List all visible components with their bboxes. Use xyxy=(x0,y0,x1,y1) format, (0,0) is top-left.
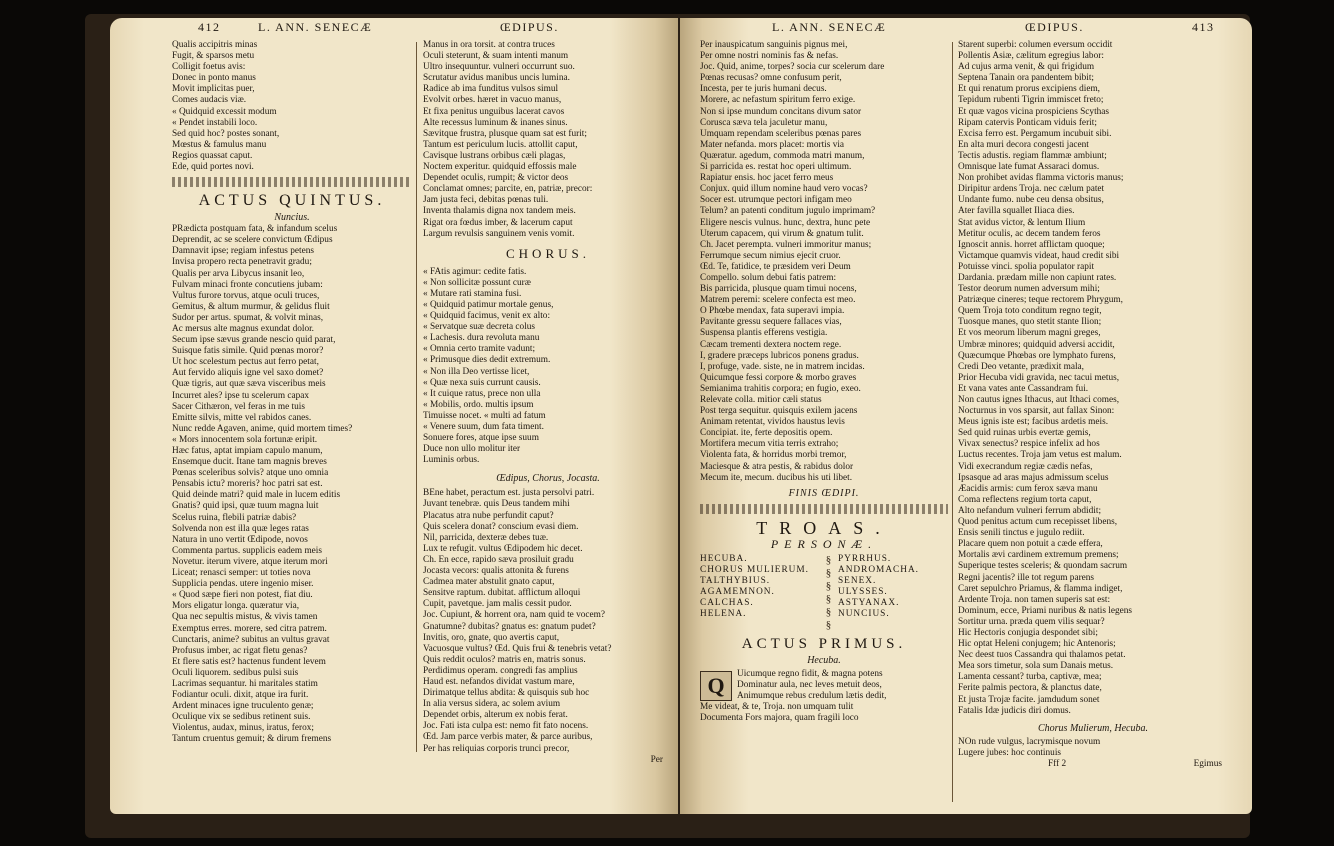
verse-line: Vacuosque vultus? Œd. Quis frui & tenebris vetat? xyxy=(423,643,612,654)
cast-name: PYRRHUS. xyxy=(838,553,892,564)
verse-line: Oculi steterunt, & suam intenti manum xyxy=(423,51,569,62)
verse-line: Dependet orbis, alterum ex nobis ferat. xyxy=(423,710,568,721)
verse-line: Placatus atra nube perfundit caput? xyxy=(423,510,554,521)
verse-line: Per inauspicatum sanguinis pignus mei, xyxy=(700,40,848,50)
verse-line: Exemptus erres. morere, sed citra patrem. xyxy=(172,623,327,634)
verse-line: Diripitur ardens Troja. nec cælum patet xyxy=(958,184,1105,195)
verse-line: Et justa Trojæ facite. jamdudum sonet xyxy=(958,694,1100,705)
verse-line: Meus ignis iste est; facibus ardetis meis. xyxy=(958,417,1109,428)
verse-line: Umquam rependam sceleribus pœnas pares xyxy=(700,128,862,139)
verse-line: Semianima trahitis corpora; en fugio, exeo. xyxy=(700,383,861,394)
verse-line: Œd. Jam parce verbis mater, & parce auribus, xyxy=(423,732,593,743)
verse-line: Ripam catervis Ponticam viduis ferit; xyxy=(958,117,1097,128)
verse-line: Ipsasque ad aras majus admissum scelus xyxy=(958,472,1109,483)
verse-line: Telum? an patenti conditum jugulo imprimam? xyxy=(700,206,876,217)
verse-line: Nil, parricida, dexteræ debes tuæ. xyxy=(423,532,549,543)
cast-name: HELENA. xyxy=(700,609,747,620)
verse-line: Testor deorum numen adversum mihi; xyxy=(958,284,1100,295)
verse-line: Emitte silvis, mitte vel rabidos canes. xyxy=(172,412,312,423)
verse-line: « Quidquid excessit modum xyxy=(172,106,277,117)
verse-line: Jocasta vecors: qualis attonita & furens xyxy=(423,566,569,577)
verse-line: Undante fumo. nube ceu densa obsitus, xyxy=(958,195,1104,206)
act1-speaker: Hecuba. xyxy=(807,654,841,666)
verse-line: BEne habet, peractum est. justa persolvi patri. xyxy=(423,488,595,499)
verse-line: PRædicta postquam fata, & infandum scelus xyxy=(172,224,338,235)
verse-line: Socer est. utrumque pectori infigam meo xyxy=(700,195,852,206)
signature-mark: Fff 2 xyxy=(1048,758,1067,769)
verse-line: Commenta partus. supplicis eadem meis xyxy=(172,545,323,556)
verse-line: Sacer Cithæron, vel feras in me tuis xyxy=(172,401,305,412)
verse-line: Ch. En ecce, rapido sæva prosiluit gradu xyxy=(423,554,574,565)
verse-line: Ater favilla squallet Iliaca dies. xyxy=(958,206,1075,217)
verse-line: Comes audacis viæ. xyxy=(172,95,247,106)
verse-line: Patriæque cineres; teque rectorem Phrygum, xyxy=(958,295,1123,306)
chorus-line: « Venere suum, dum fata timent. xyxy=(423,422,544,432)
verse-line: Conclamat omnes; parcite, en, patriæ, precor: xyxy=(423,184,593,195)
chorus-line: « Quæ nexa suis currunt causis. xyxy=(423,377,541,388)
verse-line: Incurret ales? ipse tu scelerum capax xyxy=(172,390,310,401)
verse-line: Juvant tenebræ. quis Deus tandem mihi xyxy=(423,499,570,510)
right-running-head: ŒDIPUS. xyxy=(1025,20,1084,34)
verse-line: Fulvam minaci fronte concutiens jubam: xyxy=(172,279,323,290)
verse-line: Inventa thalamis digna nox tandem meis. xyxy=(423,206,576,217)
verse-line: Ede, quid portes novi. xyxy=(172,162,254,173)
verse-line: Pœnas sceleribus solvis? atque uno omnia xyxy=(172,468,329,479)
verse-line: Colligit foetus avis: xyxy=(172,62,246,73)
verse-line: Damnavit ipse; regiam infestus petens xyxy=(172,246,314,257)
verse-line: Fatalis Idæ judicis diri domus. xyxy=(958,705,1071,716)
verse-line: Concipiat. ite, ferte depositis opem. xyxy=(700,428,833,439)
verse-line: Pavitante gressu sequere fallaces vias, xyxy=(700,317,842,328)
column-rule xyxy=(416,42,417,752)
verse-line: Hæc fatus, aptat impiam capulo manum, xyxy=(172,446,323,456)
verse-line: Coma reflectens regium torta caput, xyxy=(958,494,1092,505)
verse-line: Victamque quamvis videat, haud credit sibi xyxy=(958,250,1120,261)
verse-line: Animam retentat, vividos haustus levis xyxy=(700,417,845,428)
verse-line: Conjux. quid illum nomine haud vero vocas? xyxy=(700,184,868,195)
verse-line: Superique testes sceleris; & quondam sacrum xyxy=(958,561,1128,572)
verse-line: Septena Tanain ora pandentem bibit; xyxy=(958,73,1095,84)
drop-cap-letter: Q xyxy=(707,672,725,698)
verse-line: Bis parricida, plusque quam timui nocens, xyxy=(700,284,857,295)
scene-heading: Œdipus, Chorus, Jocasta. xyxy=(496,473,600,485)
verse-line: Alte recessus luminum & inanes sinus. xyxy=(423,117,568,128)
verse-line: Invisa propero recta penetravit gradu; xyxy=(172,257,312,268)
verse-line: Quis scelera donat? conscium evasi diem. xyxy=(423,521,579,532)
chorus-line: NOn rude vulgus, lacrymisque novum xyxy=(958,736,1101,747)
verse-line: Ardente Troja. non tamen superis sat est: xyxy=(958,594,1111,605)
verse-line: Deprendit, ac se scelere convictum Œdipus xyxy=(172,235,333,246)
verse-line: Profusus imber, ac rigat fletu genas? xyxy=(172,645,308,656)
ornament-band xyxy=(172,177,412,187)
verse-line: Oculi liquorem. sedibus pulsi suis xyxy=(172,667,299,678)
left-page xyxy=(110,18,678,814)
verse-line: En alta muri decora congesti jacent xyxy=(958,139,1089,150)
verse-line: Et qui renatum prorus excipiens diem, xyxy=(958,84,1100,95)
brace-ornament: § § § § § § xyxy=(825,553,833,631)
cast-name: HECUBA. xyxy=(700,553,748,564)
verse-line: Excisa ferro est. Pergamum incubuit sibi. xyxy=(958,128,1112,139)
verse-line: Quæratur. agedum, commoda matri manum, xyxy=(700,150,865,161)
verse-line: Maciesque & atra pestis, & rabidus dolor xyxy=(700,461,854,472)
verse-line: Rapiatur ensis. hoc jacet ferro meus xyxy=(700,173,834,184)
verse-line: Lacrimas sequantur. hi maritales statim xyxy=(172,678,318,689)
verse-line: Mortalis ævi cardinem extremum premens; xyxy=(958,550,1119,561)
cast-list xyxy=(700,554,948,632)
verse-line: Animumque rebus credulum lætis dedit, xyxy=(737,690,887,701)
verse-line: Radice ab ima funditus vulsos simul xyxy=(423,84,559,95)
verse-line: Pœnas recusas? omne confusum perit, xyxy=(700,73,842,84)
left-page-number: 412 xyxy=(198,20,221,34)
drop-cap xyxy=(700,671,732,701)
chorus-line: Sonuere fores, atque ipse suum xyxy=(423,433,539,444)
verse-line: In alia versus sidera, ac solem avium xyxy=(423,699,561,710)
verse-line: I, profuge, vade. siste, ne in matrem incidas. xyxy=(700,361,865,372)
verse-line: Joc. Cupiunt, & horrent ora, nam quid te vocem? xyxy=(423,610,606,621)
verse-line: Ac mersus alte magnus exundat dolor. xyxy=(172,323,315,334)
verse-line: Regios quassat caput. xyxy=(172,150,253,161)
verse-line: Tectis adustis. regiam flammæ ambiunt; xyxy=(958,150,1107,161)
chorus-line: « FAtis agimur: cedite fatis. xyxy=(423,266,527,277)
verse-line: Oculique vix se sedibus retinent suis. xyxy=(172,712,311,723)
verse-line: Solvenda non est illa quæ leges ratas xyxy=(172,523,309,534)
verse-line: Non cautus ignes Ithacus, aut Ithaci comes, xyxy=(958,395,1120,405)
verse-line: Quæcumque Phœbas ore lymphato furens, xyxy=(958,350,1116,361)
verse-line: I, gradere præceps lubricos ponens gradus. xyxy=(700,350,859,361)
chorus-line: « Non illa Deo vertisse licet, xyxy=(423,366,530,377)
left-column-2 xyxy=(423,40,673,810)
verse-line: Largum revulsis sanguinem venis vomit. xyxy=(423,228,575,239)
verse-line: Quicumque fessi corpore & morbo graves xyxy=(700,372,857,383)
verse-line: Dependet oculis, rumpit; & victor deos xyxy=(423,173,569,184)
verse-line: Mea sors timetur, sola sum Danais metus. xyxy=(958,661,1114,672)
verse-line: Sed quid ruinas urbis evertæ gemis, xyxy=(958,428,1091,439)
cast-name: TALTHYBIUS. xyxy=(700,575,771,586)
verse-line: Fugit, & sparsos metu xyxy=(172,51,255,62)
chorus-line: Lugere jubes: hoc continuis xyxy=(958,747,1062,758)
verse-line: Mœstus & famulus manu xyxy=(172,139,267,150)
verse-line: Ensis senili tinctus e jugulo rediit. xyxy=(958,528,1085,539)
verse-line: Evolvit orbes. hæret in vacuo manus, xyxy=(423,95,562,106)
verse-line: Ferrumque secum nimius ejecit cruor. xyxy=(700,250,841,261)
right-running-head-left: L. ANN. SENECÆ xyxy=(772,20,887,34)
verse-line: Cæcam trementi dextera noctem rege. xyxy=(700,339,842,350)
chorus-line: « Quidquid facimus, venit ex alto: xyxy=(423,311,551,322)
verse-line: Ensemque ducit. Itane tam magnis breves xyxy=(172,457,327,468)
verse-line: Qualis per arva Libycus insanit leo, xyxy=(172,268,305,279)
verse-line: Sortitur urna. præda quem vilis sequar? xyxy=(958,616,1105,627)
cast-name: ULYSSES. xyxy=(838,587,888,598)
verse-line: Joc. Fati ista culpa est: nemo fit fato nocens. xyxy=(423,721,589,732)
verse-line: Natura in uno vertit Œdipode, novos xyxy=(172,534,308,545)
verse-line: Ad cujus arma venit, & qui frigidum xyxy=(958,62,1095,73)
right-column-2 xyxy=(958,40,1228,810)
verse-line: Cavisque lustrans orbibus cæli plagas, xyxy=(423,150,566,161)
verse-line: Cadmea mater abstulit gnato caput, xyxy=(423,577,555,588)
verse-line: Sensitve raptum. dubitat. afflictum alloqui xyxy=(423,588,581,599)
verse-line: Et quæ vagos vicina prospiciens Scythas xyxy=(958,106,1110,117)
verse-line: « Quod sæpe fieri non potest, fiat diu. xyxy=(172,590,313,601)
verse-line: Suisque fatis simile. Quid pœnas moror? xyxy=(172,346,324,357)
verse-line: Ferite palmis pectora, & planctus date, xyxy=(958,683,1102,694)
verse-line: Nunc redde Agaven, anime, quid mortem times? xyxy=(172,423,353,434)
verse-line: Ch. Jacet perempta. vulneri immoritur manus; xyxy=(700,239,872,250)
verse-line: Placare quem non potuit a cæde efferа, xyxy=(958,539,1103,550)
verse-line: « Pendet instabili loco. xyxy=(172,117,258,128)
verse-line: Et vana vates ante Cassandram fui. xyxy=(958,383,1089,394)
verse-line: « Mors innocentem sola fortunæ eripit. xyxy=(172,434,318,445)
verse-line: Et flere satis est? hactenus fundent levem xyxy=(172,656,326,667)
verse-line: Gnatis? quid ipsi, quæ tuum magna luit xyxy=(172,501,319,512)
chorus-title: CHORUS. xyxy=(506,245,590,261)
verse-line: Secum ipse sævus grande nescio quid parat, xyxy=(172,335,336,346)
act-title: ACTUS QUINTUS. xyxy=(198,192,386,210)
verse-line: Noctem experitur. quidquid effossis male xyxy=(423,162,577,173)
verse-line: Sudor per artus. spumat, & volvit minas, xyxy=(172,312,324,323)
verse-line: Qualis accipitris minas xyxy=(172,40,258,50)
verse-line: Fodiantur oculi. dixit, atque ira furit. xyxy=(172,690,309,701)
act-speaker: Nuncius. xyxy=(274,212,310,224)
right-column-1 xyxy=(700,40,948,810)
verse-line: Pollentis Asiæ, cælitum egregius labor: xyxy=(958,51,1104,62)
verse-line: Nec deest tuos Cassandra qui thalamos petat. xyxy=(958,650,1126,661)
verse-line: Relevate colla. mitior cæli status xyxy=(700,395,822,405)
verse-line: Regni jacentis? ille tot regum parens xyxy=(958,572,1095,583)
verse-line: Matrem peremi: scelere confecta est meo. xyxy=(700,295,856,306)
verse-line: Non si ipse mundum concitans divum sator xyxy=(700,106,862,117)
verse-line: Tantum cruentus gemuit; & dirum fremens xyxy=(172,734,332,745)
verse-line: Quis reddit oculos? matris en, matris sonus. xyxy=(423,654,586,665)
right-page-number: 413 xyxy=(1192,20,1215,34)
verse-line: Æacidis armis: cum ferox sæva manu xyxy=(958,483,1098,494)
verse-line: Quid deinde matri? quid male in lucem editis xyxy=(172,490,341,501)
verse-line: Gnatumne? dubitas? gnatus es: gnatum pudet? xyxy=(423,621,596,632)
cast-name: SENEX. xyxy=(838,575,877,586)
verse-line: Documenta Fors majora, quam fragili loco xyxy=(700,713,859,724)
verse-line: Ignoscit annis. horret afflictam quoque; xyxy=(958,239,1105,250)
verse-line: Hic optat Heleni conjugem; hic Antenoris; xyxy=(958,639,1116,650)
verse-line: Dominatur aula, nec leves metuit deos, xyxy=(737,679,882,690)
left-running-head-right: ŒDIPUS. xyxy=(500,20,559,34)
chorus-line: « Quidquid patimur mortale genus, xyxy=(423,299,554,310)
cast-name: NUNCIUS. xyxy=(838,609,890,620)
verse-line: Sed quid hoc? postes sonant, xyxy=(172,128,280,139)
cast-name: ANDROMACHA. xyxy=(838,564,919,575)
verse-line: Stat avidus victor, & lentum Ilium xyxy=(958,217,1086,228)
verse-line: Liceat; renasci semper: ut toties nova xyxy=(172,568,311,579)
chorus-line: « Mobilis, ordo. multis ipsum xyxy=(423,399,534,410)
verse-line: Novetur. iterum vivere, atque iterum mori xyxy=(172,556,328,567)
chorus-line: « Non sollicitæ possunt curæ xyxy=(423,277,531,288)
verse-line: Uicumque regno fidit, & magna potens xyxy=(737,668,883,679)
verse-line: Post terga sequitur. quisquis exilem jacens xyxy=(700,406,858,417)
verse-line: Ut hoc scelestum pectus aut ferro petat, xyxy=(172,357,319,368)
finis-line: FINIS ŒDIPI. xyxy=(788,487,860,499)
verse-line: Mors eligatur longa. quæratur via, xyxy=(172,601,300,612)
verse-line: Tuosque manes, quo stetit stante Ilion; xyxy=(958,317,1102,328)
verse-line: Scelus ruina, flebili patriæ dabis? xyxy=(172,512,297,523)
verse-line: Joc. Quid, anime, torpes? socia cur scelerum dare xyxy=(700,62,885,73)
verse-line: Ultro insequuntur. vulneri occurrunt suo. xyxy=(423,62,575,73)
verse-line: Omnisque late fumat Assaraci domus. xyxy=(958,162,1100,173)
verse-line: Non prohibet avidas flamma victoris manus; xyxy=(958,173,1124,184)
verse-line: Vivax senectus? respice infelix ad hos xyxy=(958,439,1100,450)
verse-line: Sævitque frustra, plusque quam sat est furit; xyxy=(423,128,587,139)
verse-line: Potuisse vinci. spolia populator rapit xyxy=(958,261,1095,272)
left-column-1 xyxy=(172,40,412,810)
verse-line: Quem Troja toto conditum regno tegit, xyxy=(958,306,1102,317)
verse-line: Œd. Te, fatidice, te præsidem veri Deum xyxy=(700,261,851,272)
column-rule-right xyxy=(952,42,953,802)
verse-line: Quod penitus actum cum recepisset libens, xyxy=(958,517,1118,528)
verse-line: Incesta, per te juris humani decus. xyxy=(700,84,827,95)
cast-name: ASTYANAX. xyxy=(838,598,900,609)
verse-line: Donec in ponto manus xyxy=(172,73,256,84)
cast-name: CALCHAS. xyxy=(700,598,754,609)
chorus-line: « Omnia certo tramite vadunt; xyxy=(423,344,536,355)
verse-line: Nocturnus in vos sparsit, aut fallax Sinon: xyxy=(958,406,1115,417)
verse-line: Lamenta cessant? turba, captivæ, mea; xyxy=(958,672,1102,683)
verse-line: Cupit, pavetque. jam malis cessit pudor. xyxy=(423,599,572,610)
chorus-line: Duce non ullo molitur iter xyxy=(423,444,521,455)
verse-line: Perdidimus operam. congredi fas amplius xyxy=(423,665,578,676)
verse-line: Manus in ora torsit. at contra truces xyxy=(423,40,555,50)
verse-line: Rigat ora fœdus imber, & lacerum caput xyxy=(423,217,573,228)
verse-line: Mater nefanda. mors placet: mortis via xyxy=(700,139,845,150)
verse-line: Pensabis ictu? moreris? hoc patri sat est. xyxy=(172,479,323,490)
verse-line: Eligere nescis vulnus. hunc, dextra, hunc pete xyxy=(700,217,871,228)
chorus-line: « Lachesis. dura revoluta manu xyxy=(423,333,540,344)
verse-line: Gemitus, & altum murmur, & gelidus fluit xyxy=(172,301,330,312)
verse-line: Aut fervido aliquis igne vel saxo domet? xyxy=(172,368,324,379)
verse-line: Umbræ minores; quidquid adversi accidit, xyxy=(958,339,1115,350)
troas-title: TROAS. xyxy=(756,517,892,538)
verse-line: Quæ tigris, aut quæ sæva visceribus meis xyxy=(172,379,326,390)
cast-name: AGAMEMNON. xyxy=(700,587,775,598)
verse-line: Vultus furore torvus, atque oculi truces, xyxy=(172,290,320,301)
verse-line: Lux te refugit. vultus Œdipodem hic decet. xyxy=(423,543,583,554)
verse-line: Vidi execrandum regiæ cædis nefas, xyxy=(958,461,1093,472)
verse-line: Supplicia pendas. utere ingenio miser. xyxy=(172,579,314,590)
chorus-line: « It cuique ratus, prece non ulla xyxy=(423,388,541,399)
verse-line: Mecum ite, mecum. ducibus his uti libet. xyxy=(700,472,853,483)
verse-line: Credi Deo vetante, prædixit mala, xyxy=(958,361,1084,372)
catchword: Per xyxy=(650,754,663,765)
verse-line: Starent superbi: columen eversum occidit xyxy=(958,40,1113,50)
verse-line: Hic Hectoris conjugia despondet sibi; xyxy=(958,627,1098,638)
verse-line: Suspensa plantis efferens vestigia. xyxy=(700,328,828,339)
catchword-right: Egimus xyxy=(1193,758,1222,769)
verse-line: Mortifera mecum vitia terris extraho; xyxy=(700,439,839,450)
verse-line: Uterum capacem, qui virum & gnatum tulit. xyxy=(700,228,864,239)
verse-line: Violenta fata, & horridus morbi tremor, xyxy=(700,450,847,461)
verse-line: Luctus recentes. Troja jam vetus est malum. xyxy=(958,450,1122,461)
verse-line: Ardent minaces igne truculento genæ; xyxy=(172,701,314,712)
ornament-band-right xyxy=(700,504,948,514)
verse-line: Me videat, & te, Troja. non umquam tulit xyxy=(700,702,854,713)
verse-line: Violentus, audax, minus, iratus, ferox; xyxy=(172,723,314,734)
verse-line: Movit implicitas puer, xyxy=(172,84,255,95)
verse-line: Per has reliquias corporis trunci precor, xyxy=(423,743,570,754)
verse-line: Morere, ac nefastum spiritum ferro exige. xyxy=(700,95,856,106)
verse-line: Si parricida es. restat hoc operi ultimum. xyxy=(700,162,852,173)
chorus-line: « Primusque dies dedit extremum. xyxy=(423,355,551,366)
verse-line: Alto nefandum vulneri ferrum abdidit; xyxy=(958,505,1102,516)
cast-name: CHORUS MULIERUM. xyxy=(700,564,809,575)
verse-line: Corusca sæva tela jaculetur manu, xyxy=(700,117,828,128)
verse-line: Dirimatque tellus abdita: & quisquis sub hoc xyxy=(423,688,590,699)
chorus-line: « Mutare rati stamina fusi. xyxy=(423,288,522,299)
personae-title: PERSONÆ. xyxy=(770,536,878,551)
verse-line: Scrutatur avidus manibus uncis lumina. xyxy=(423,73,570,84)
chorus-heading: Chorus Mulierum, Hecuba. xyxy=(1038,722,1148,734)
verse-line: Et vos meorum liberum magni greges, xyxy=(958,328,1101,339)
verse-line: Tantum est periculum lucis. attollit caput, xyxy=(423,139,578,150)
verse-line: Per omne nostri nominis fas & nefas. xyxy=(700,51,839,62)
act1-title: ACTUS PRIMUS. xyxy=(741,635,907,652)
verse-line: Haud est. nefandos dividat vastum mare, xyxy=(423,676,575,687)
verse-line: Dardania. prædam mille non capiunt rates. xyxy=(958,272,1117,283)
chorus-line: « Servatque suæ decreta colus xyxy=(423,322,536,333)
verse-line: Dominum, ecce, Priami nuribus & natis legens xyxy=(958,605,1133,616)
verse-line: Qua nec sepultis mistus, & vivis tamen xyxy=(172,612,318,623)
verse-line: Metitur oculis, ac decem tandem feros xyxy=(958,228,1101,239)
verse-line: Prior Hecuba vidi gravida, nec tacui metus, xyxy=(958,372,1120,383)
verse-line: O Phœbe mendax, fata superavi impia. xyxy=(700,306,845,317)
right-page xyxy=(680,18,1252,814)
verse-line: Et fixa penitus unguibus lacerat cavos xyxy=(423,106,565,117)
left-running-head: L. ANN. SENECÆ xyxy=(258,20,373,34)
verse-line: Tepidum rubenti Tigrin immiscet freto; xyxy=(958,95,1104,106)
chorus-line: Luminis orbus. xyxy=(423,455,480,466)
verse-line: Caret sepulchro Priamus, & flamma indiget, xyxy=(958,583,1123,594)
verse-line: Jam justa feci, debitas pœnas tuli. xyxy=(423,195,549,206)
verse-line: Compello. solum debui fatis patrem: xyxy=(700,272,837,283)
chorus-line: Timuisse nocet. « multi ad fatum xyxy=(423,410,546,421)
verse-line: Invitis, oro, gnate, quo avertis caput, xyxy=(423,632,560,643)
verse-line: Cunctaris, anime? subitus an vultus gravat xyxy=(172,634,330,645)
